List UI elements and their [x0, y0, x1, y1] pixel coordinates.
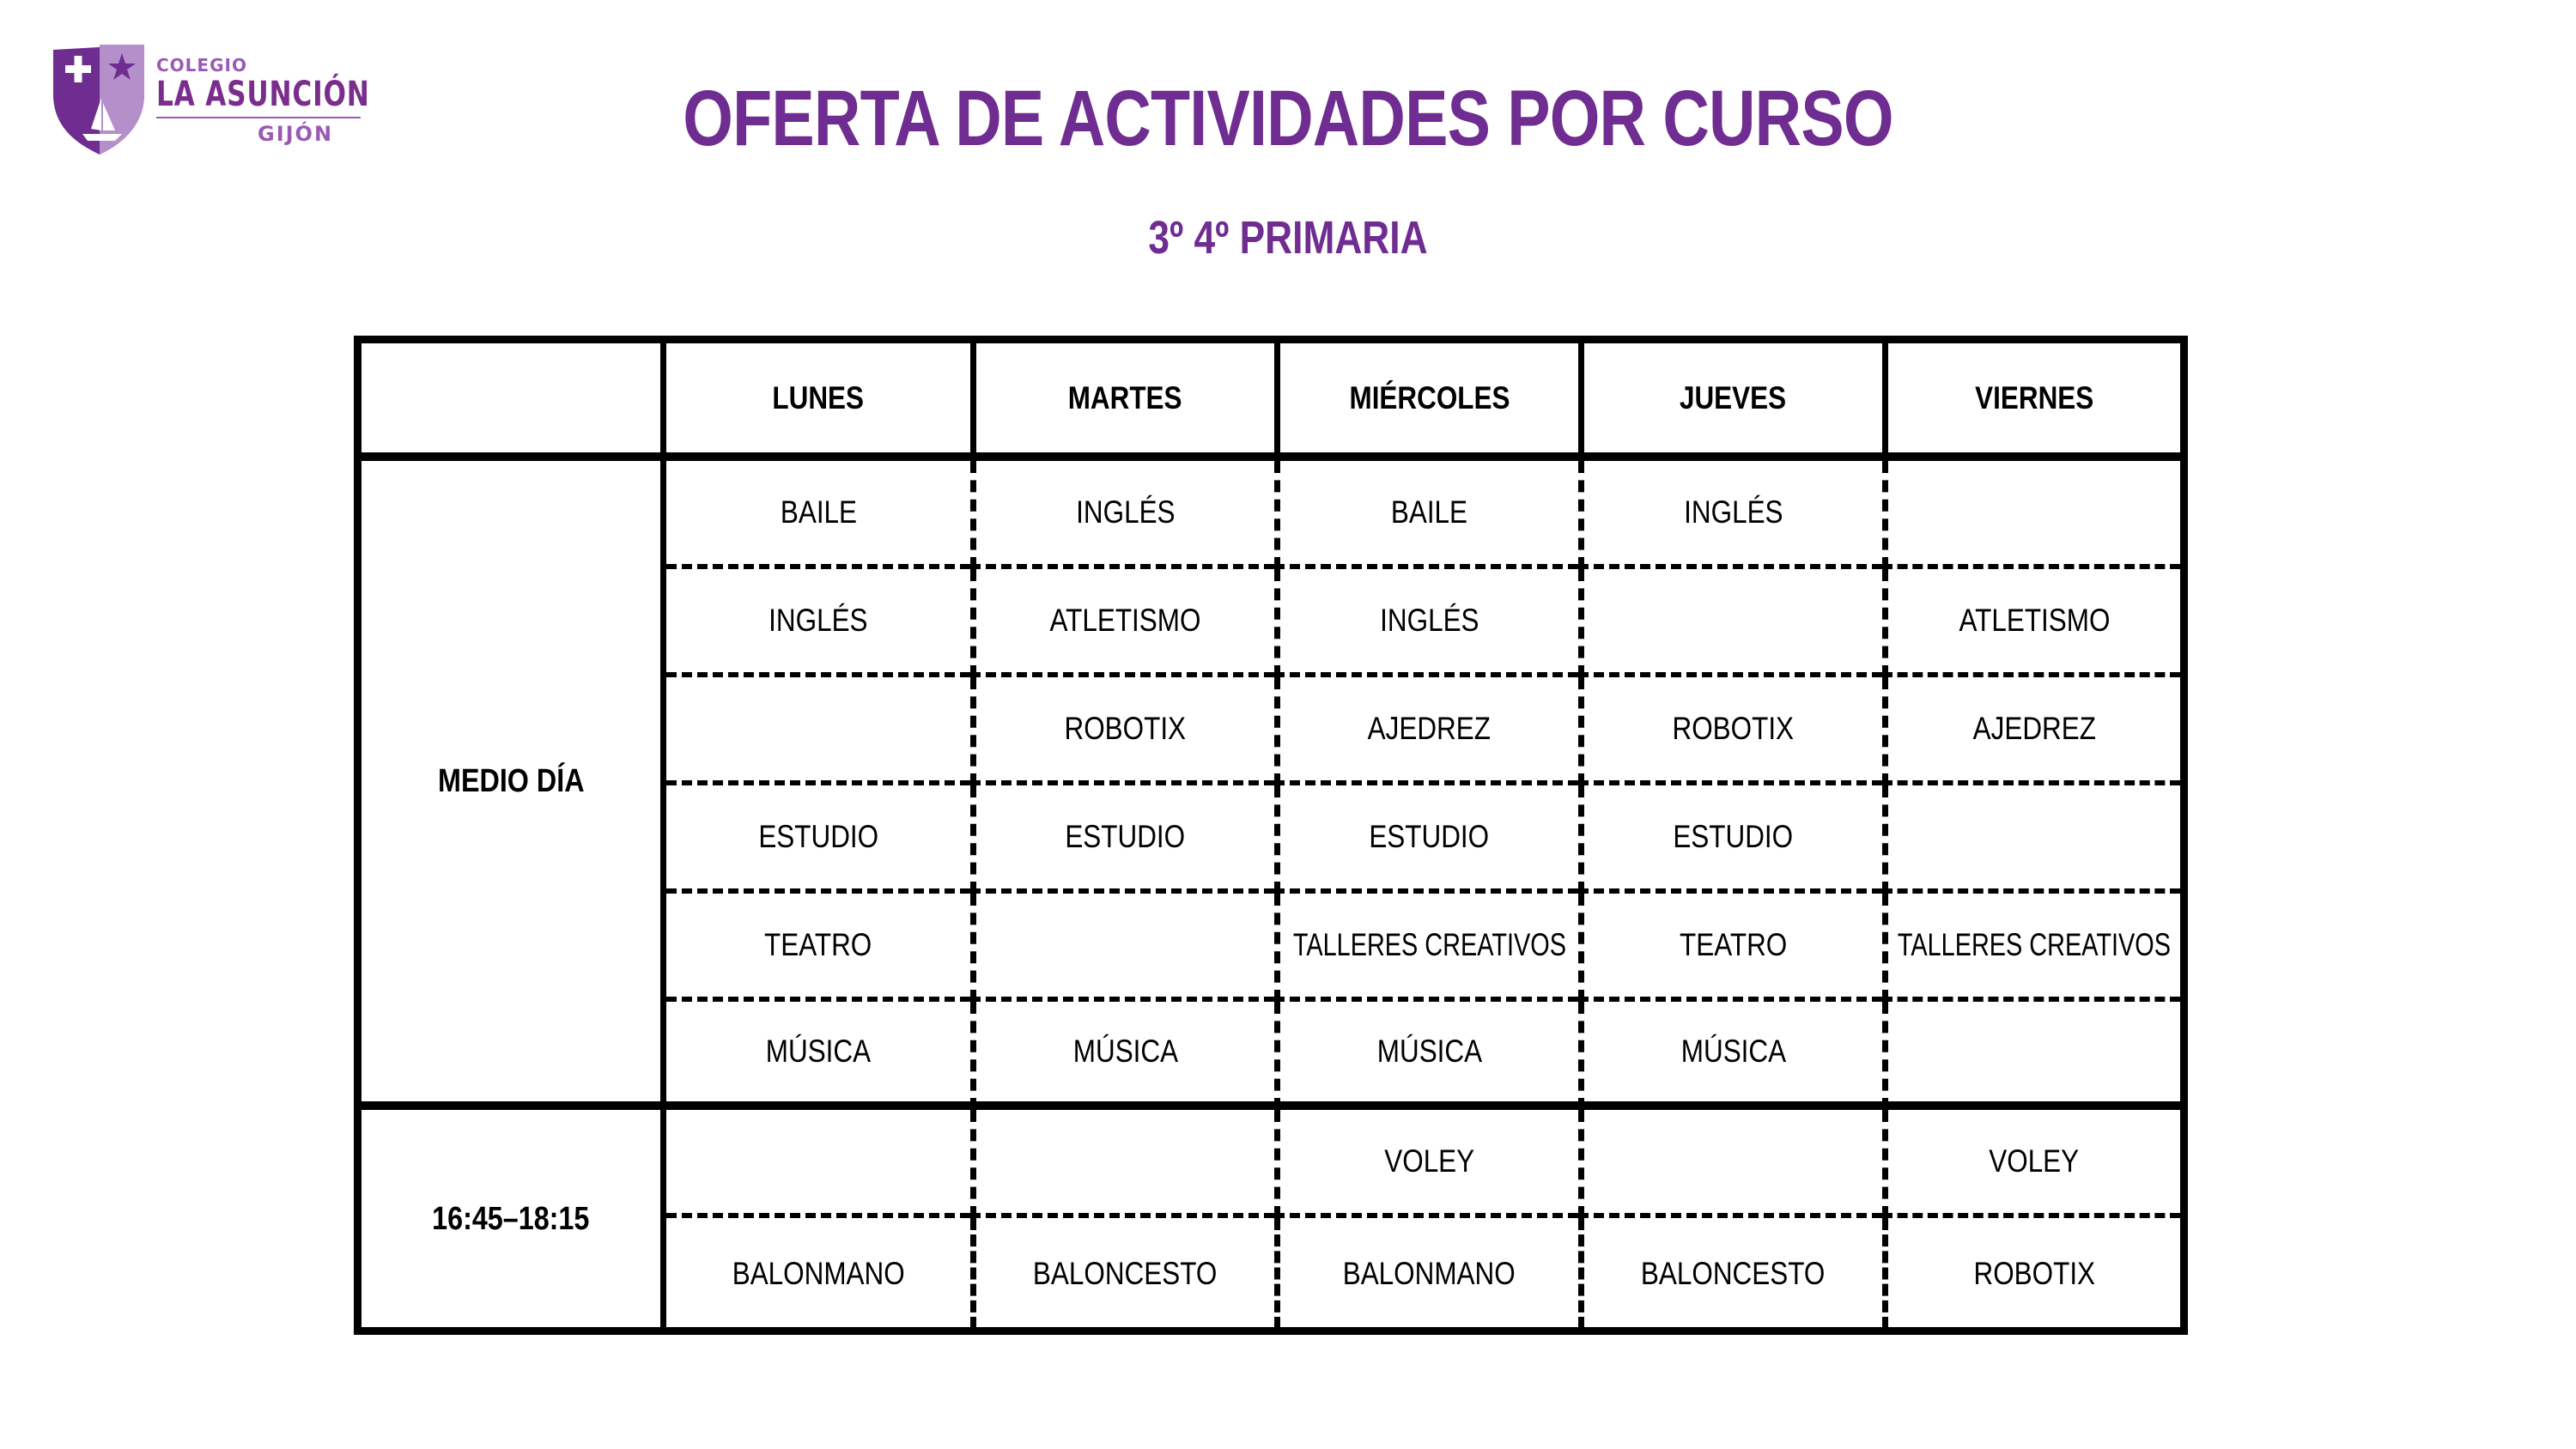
activity-cell: TALLERES CREATIVOS [1882, 894, 2180, 1002]
activity-cell: ATLETISMO [970, 569, 1274, 677]
page-title: OFERTA DE ACTIVIDADES POR CURSO [683, 75, 1893, 162]
day-header-4: JUEVES [1578, 343, 1882, 461]
logo-text-name: LA ASUNCIÓN [156, 75, 370, 114]
day-header-5: VIERNES [1882, 343, 2180, 461]
activity-cell: INGLÉS [1578, 461, 1882, 569]
activity-cell: VOLEY [1882, 1110, 2180, 1218]
activity-cell: BALONMANO [732, 1255, 905, 1291]
activity-cell: AJEDREZ [1882, 677, 2180, 785]
activity-cell [1578, 1110, 1882, 1218]
day-header-2: MARTES [970, 343, 1274, 461]
activity-cell: ATLETISMO [1882, 569, 2180, 677]
time-slot-label: MEDIO DÍA [361, 461, 666, 1110]
activity-cell [666, 1110, 970, 1218]
activity-cell: MÚSICA [1578, 1002, 1882, 1110]
activity-cell: ROBOTIX [1882, 1218, 2180, 1329]
page-subtitle: 3º 4º PRIMARIA [1148, 212, 1428, 264]
activity-cell: ESTUDIO [970, 785, 1274, 894]
activity-cell: BAILE [666, 461, 970, 569]
activity-cell: TEATRO [666, 894, 970, 1002]
activity-cell: INGLÉS [970, 461, 1274, 569]
logo-text-city: GIJÓN [258, 122, 334, 146]
school-crest-icon [48, 41, 151, 158]
activity-cell [1882, 1002, 2180, 1110]
activity-cell: INGLÉS [666, 569, 970, 677]
activity-cell: BALONCESTO [1578, 1218, 1882, 1329]
activity-cell: VOLEY [1274, 1110, 1578, 1218]
activity-cell: MÚSICA [1274, 1002, 1578, 1110]
activity-cell: ESTUDIO [666, 785, 970, 894]
activity-cell: TALLERES CREATIVOS [1274, 894, 1578, 1002]
activity-cell: AJEDREZ [1274, 677, 1578, 785]
activity-cell: TEATRO [1578, 894, 1882, 1002]
logo-text-colegio: COLEGIO [156, 55, 247, 76]
activity-cell [1882, 785, 2180, 894]
activity-cell [970, 1110, 1274, 1218]
activity-cell: BAILE [1274, 461, 1578, 569]
activity-cell [1882, 461, 2180, 569]
activity-cell: BALONCESTO [970, 1218, 1274, 1329]
activity-cell [666, 677, 970, 785]
activity-cell: ROBOTIX [970, 677, 1274, 785]
activities-schedule-table [354, 336, 2188, 1335]
activity-cell: BALONMANO [1274, 1218, 1578, 1329]
activity-cell: INGLÉS [1274, 569, 1578, 677]
activity-cell [1578, 569, 1882, 677]
activity-cell: ROBOTIX [1578, 677, 1882, 785]
activity-cell: MÚSICA [970, 1002, 1274, 1110]
table-corner-cell [361, 343, 666, 461]
activity-cell: ESTUDIO [1274, 785, 1578, 894]
day-header-1: LUNES [666, 343, 970, 461]
time-slot-label: 16:45–18:15 [361, 1110, 666, 1329]
day-header-3: MIÉRCOLES [1274, 343, 1578, 461]
activity-cell [970, 894, 1274, 1002]
activity-cell: ESTUDIO [1578, 785, 1882, 894]
activity-cell: MÚSICA [666, 1002, 970, 1110]
